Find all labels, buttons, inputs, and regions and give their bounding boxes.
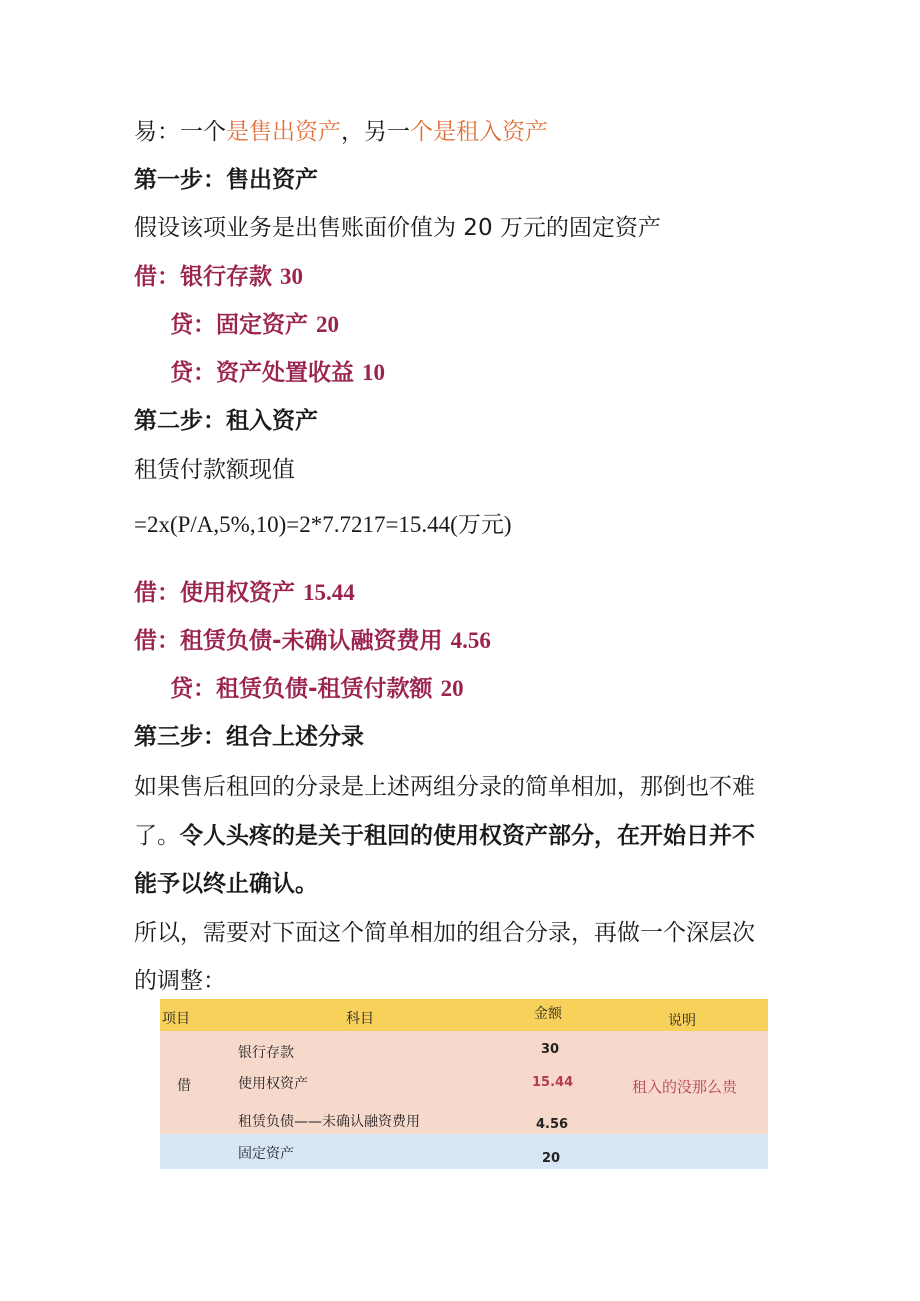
- paragraph-line-4: 所以，需要对下面这个简单相加的组合分录，再做一个深层次: [134, 920, 755, 946]
- journal-credit-fixed-asset: [170, 309, 339, 341]
- journal-amount: 20: [440, 676, 464, 701]
- journal-label: 借：银行存款: [134, 264, 281, 290]
- journal-label: 贷：固定资产: [170, 312, 317, 338]
- journal-credit-disposal-gain: [170, 357, 385, 389]
- header-subject: 科目: [346, 1011, 374, 1027]
- table-debit-group: [160, 1031, 768, 1134]
- table-row-subject: 使用权资产: [238, 1076, 308, 1092]
- journal-label: 借：租赁负债-未确认融资费用: [134, 628, 451, 654]
- journal-debit-rou-asset: [134, 577, 355, 609]
- paragraph-emphasis: 令人头疼的是关于租回的使用权资产部分，在开始日并不: [180, 823, 755, 849]
- journal-amount: 4.56: [450, 628, 491, 653]
- table-credit-group: [160, 1134, 768, 1169]
- journal-amount: 15.44: [303, 580, 355, 605]
- journal-debit-bank: [134, 261, 303, 293]
- step2-heading: 第二步：租入资产: [134, 408, 318, 434]
- header-note: 说明: [668, 1013, 696, 1029]
- assumption-text: 假设该项业务是出售账面价值为 20 万元的固定资产: [134, 215, 661, 241]
- debit-note: 租入的没那么贵: [632, 1080, 738, 1096]
- paragraph-line-1: 如果售后租回的分录是上述两组分录的简单相加，那倒也不难: [134, 774, 755, 800]
- journal-label: 贷：资产处置收益: [170, 360, 363, 386]
- paragraph-line-2: [134, 820, 755, 852]
- intro-sell-asset: 是售出资产: [226, 119, 341, 145]
- paragraph-line-5: 的调整：: [134, 968, 226, 994]
- table-row-amount: 15.44: [532, 1075, 574, 1090]
- paragraph-line-3: 能予以终止确认。: [134, 871, 318, 897]
- table-row-subject: 银行存款: [238, 1045, 294, 1061]
- combined-entry-table: [160, 999, 768, 1169]
- intro-lease-asset: 个是租入资产: [410, 119, 548, 145]
- step1-heading: 第一步：售出资产: [134, 167, 318, 193]
- journal-credit-lease-payments: [170, 673, 464, 705]
- journal-label: 借：使用权资产: [134, 580, 304, 606]
- journal-amount: 20: [316, 312, 340, 337]
- journal-label: 贷：租赁负债-租赁付款额: [170, 676, 441, 702]
- table-row-amount: 20: [542, 1151, 561, 1166]
- paragraph-text: 了。: [134, 823, 180, 849]
- intro-line: [134, 116, 548, 148]
- journal-amount: 10: [362, 360, 386, 385]
- header-item: 项目: [162, 1011, 190, 1027]
- debit-label: 借: [177, 1078, 191, 1094]
- intro-text-a: 易：一个: [134, 119, 226, 145]
- table-row-amount: 30: [541, 1042, 560, 1057]
- table-row-subject: 固定资产: [238, 1146, 294, 1162]
- table-row-subject: 租赁负债——未确认融资费用: [238, 1114, 420, 1130]
- intro-text-c: ，另一: [341, 119, 410, 145]
- pv-label: 租赁付款额现值: [134, 457, 295, 483]
- journal-amount: 30: [280, 264, 304, 289]
- table-row-amount: 4.56: [536, 1117, 569, 1132]
- step3-heading: 第三步：组合上述分录: [134, 724, 364, 750]
- pv-formula: =2x(P/A,5%,10)=2*7.7217=15.44(万元): [134, 512, 512, 537]
- header-amount: 金额: [534, 1006, 562, 1022]
- table-header-row: [160, 999, 768, 1031]
- journal-debit-unrecognized-finance: [134, 625, 491, 657]
